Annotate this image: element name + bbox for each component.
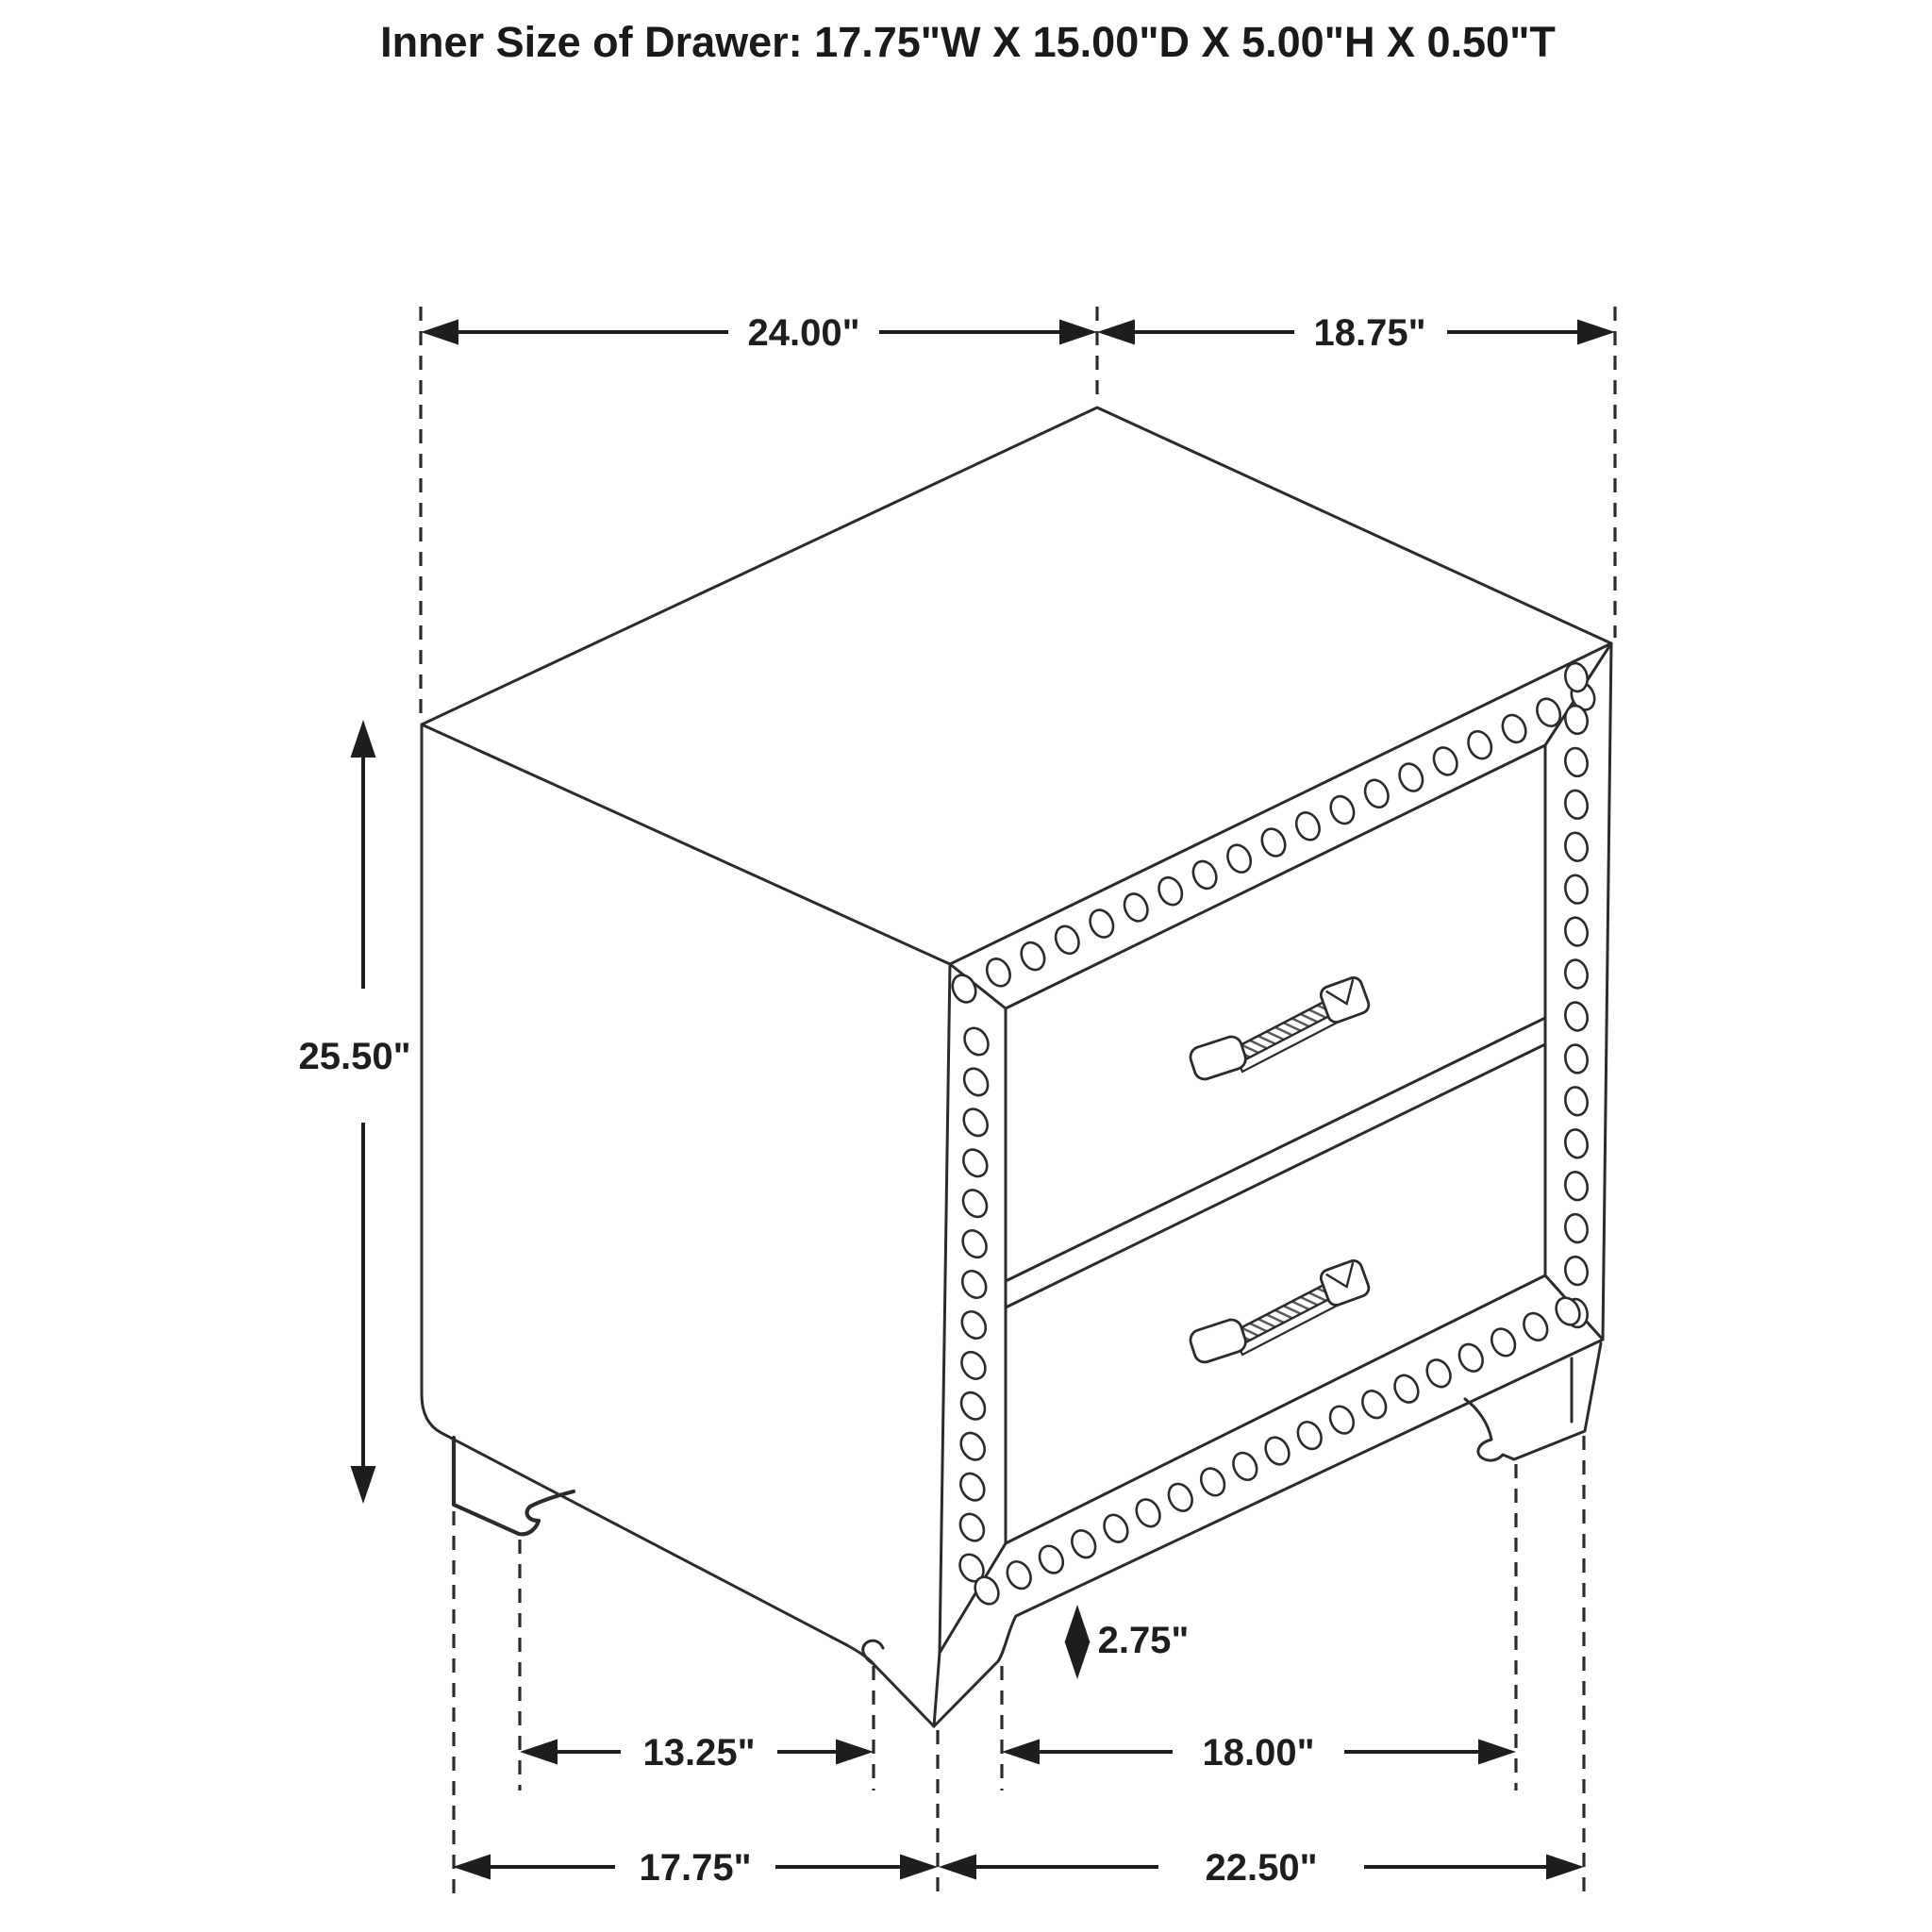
nailhead-icon — [957, 1428, 990, 1463]
nailhead-icon — [1132, 1495, 1164, 1530]
extension-lines — [421, 307, 1615, 1898]
nailhead-icon — [1189, 858, 1221, 892]
nailhead-icon — [959, 1064, 992, 1099]
dim-label-front-leg-spacing: 13.25" — [642, 1732, 756, 1774]
dim-label-top-depth: 18.75" — [1313, 312, 1426, 354]
nailhead-icon — [1563, 1042, 1591, 1074]
nailhead-icon — [1520, 1309, 1552, 1344]
nailhead-icon — [1395, 760, 1427, 795]
nailhead-icon — [958, 1267, 991, 1302]
dim-label-overall-height: 25.50" — [298, 1036, 411, 1077]
nailhead-icon — [1563, 746, 1591, 778]
dim-label-base-depth: 22.50" — [1205, 1847, 1318, 1889]
nailhead-icon — [1155, 874, 1187, 908]
nailhead-icon — [1100, 1511, 1132, 1546]
nailhead-icon — [958, 1186, 991, 1221]
nailhead-icon — [1563, 874, 1591, 906]
nailhead-icon — [1017, 939, 1049, 974]
top-face — [422, 408, 1611, 964]
dim-label-base-width: 17.75" — [639, 1847, 752, 1889]
nailhead-icon — [1052, 923, 1084, 958]
nailhead-icon — [960, 1024, 993, 1058]
nailhead-icon — [948, 972, 980, 1007]
page-title: Inner Size of Drawer: 17.75"W X 15.00"D X 5.00"H X 0.50"T — [380, 18, 1556, 66]
right-leg — [1465, 1343, 1601, 1460]
nailhead-icon — [1086, 907, 1118, 941]
dimension-lines — [351, 320, 1616, 1880]
nailhead-icon — [1257, 825, 1290, 860]
nailhead-icon — [1563, 958, 1591, 990]
back-left-leg — [454, 1438, 574, 1534]
nailhead-icon — [1429, 743, 1461, 778]
drawer-divider — [1006, 1018, 1545, 1307]
center-leg-scroll — [863, 1641, 883, 1664]
nailhead-trim — [948, 661, 1599, 1608]
nailhead-icon — [1498, 711, 1530, 746]
nightstand-drawing — [422, 408, 1611, 1726]
nailhead-icon — [1003, 1557, 1035, 1592]
nailhead-icon — [1563, 789, 1591, 821]
nailhead-icon — [983, 955, 1015, 990]
nailhead-icon — [1361, 776, 1393, 811]
nailhead-icon — [1563, 1127, 1591, 1159]
nailhead-icon — [1487, 1324, 1519, 1359]
nailhead-icon — [1325, 1402, 1357, 1437]
bottom-drawer-handle-icon — [1188, 1258, 1371, 1365]
trim-inner-border — [1006, 745, 1545, 1543]
nailhead-icon — [1229, 1449, 1261, 1484]
nailhead-icon — [1035, 1541, 1067, 1576]
nailhead-icon — [1120, 890, 1152, 924]
nailhead-icon — [958, 1226, 991, 1261]
nailhead-icon — [959, 1105, 992, 1140]
nailhead-icon — [1464, 727, 1496, 762]
nailhead-icon — [1563, 916, 1591, 948]
dim-label-side-leg-spacing: 18.00" — [1202, 1732, 1315, 1774]
nailhead-icon — [1391, 1372, 1423, 1407]
nailhead-icon — [1563, 1255, 1591, 1287]
nailhead-icon — [1563, 1212, 1591, 1244]
nailhead-icon — [957, 1389, 990, 1424]
nailhead-icon — [958, 1145, 991, 1180]
nailhead-icon — [1563, 1000, 1591, 1032]
nailhead-icon — [1292, 808, 1324, 843]
nailhead-icon — [1196, 1464, 1228, 1499]
nailhead-icon — [1293, 1418, 1325, 1453]
nailhead-icon — [1358, 1387, 1391, 1422]
nailhead-icon — [1563, 831, 1591, 863]
nailhead-icon — [1068, 1526, 1100, 1561]
nailhead-icon — [1326, 792, 1358, 827]
nailhead-icon — [1455, 1341, 1487, 1375]
nailhead-icon — [1224, 841, 1256, 876]
nailhead-icon — [957, 1348, 990, 1383]
nailhead-icon — [1563, 1170, 1591, 1202]
nailhead-icon — [1563, 1085, 1591, 1117]
nailhead-icon — [1423, 1356, 1455, 1391]
nailhead-icon — [956, 1509, 989, 1544]
nailhead-icon — [958, 1307, 991, 1342]
nailhead-icon — [1164, 1480, 1196, 1515]
top-drawer-handle-icon — [1188, 975, 1371, 1082]
dim-label-top-width: 24.00" — [747, 312, 860, 354]
nailhead-icon — [1261, 1433, 1293, 1468]
nailhead-icon — [956, 1469, 989, 1504]
front-corner-edge — [934, 964, 950, 1726]
dim-label-leg-height: 2.75" — [1097, 1620, 1190, 1661]
